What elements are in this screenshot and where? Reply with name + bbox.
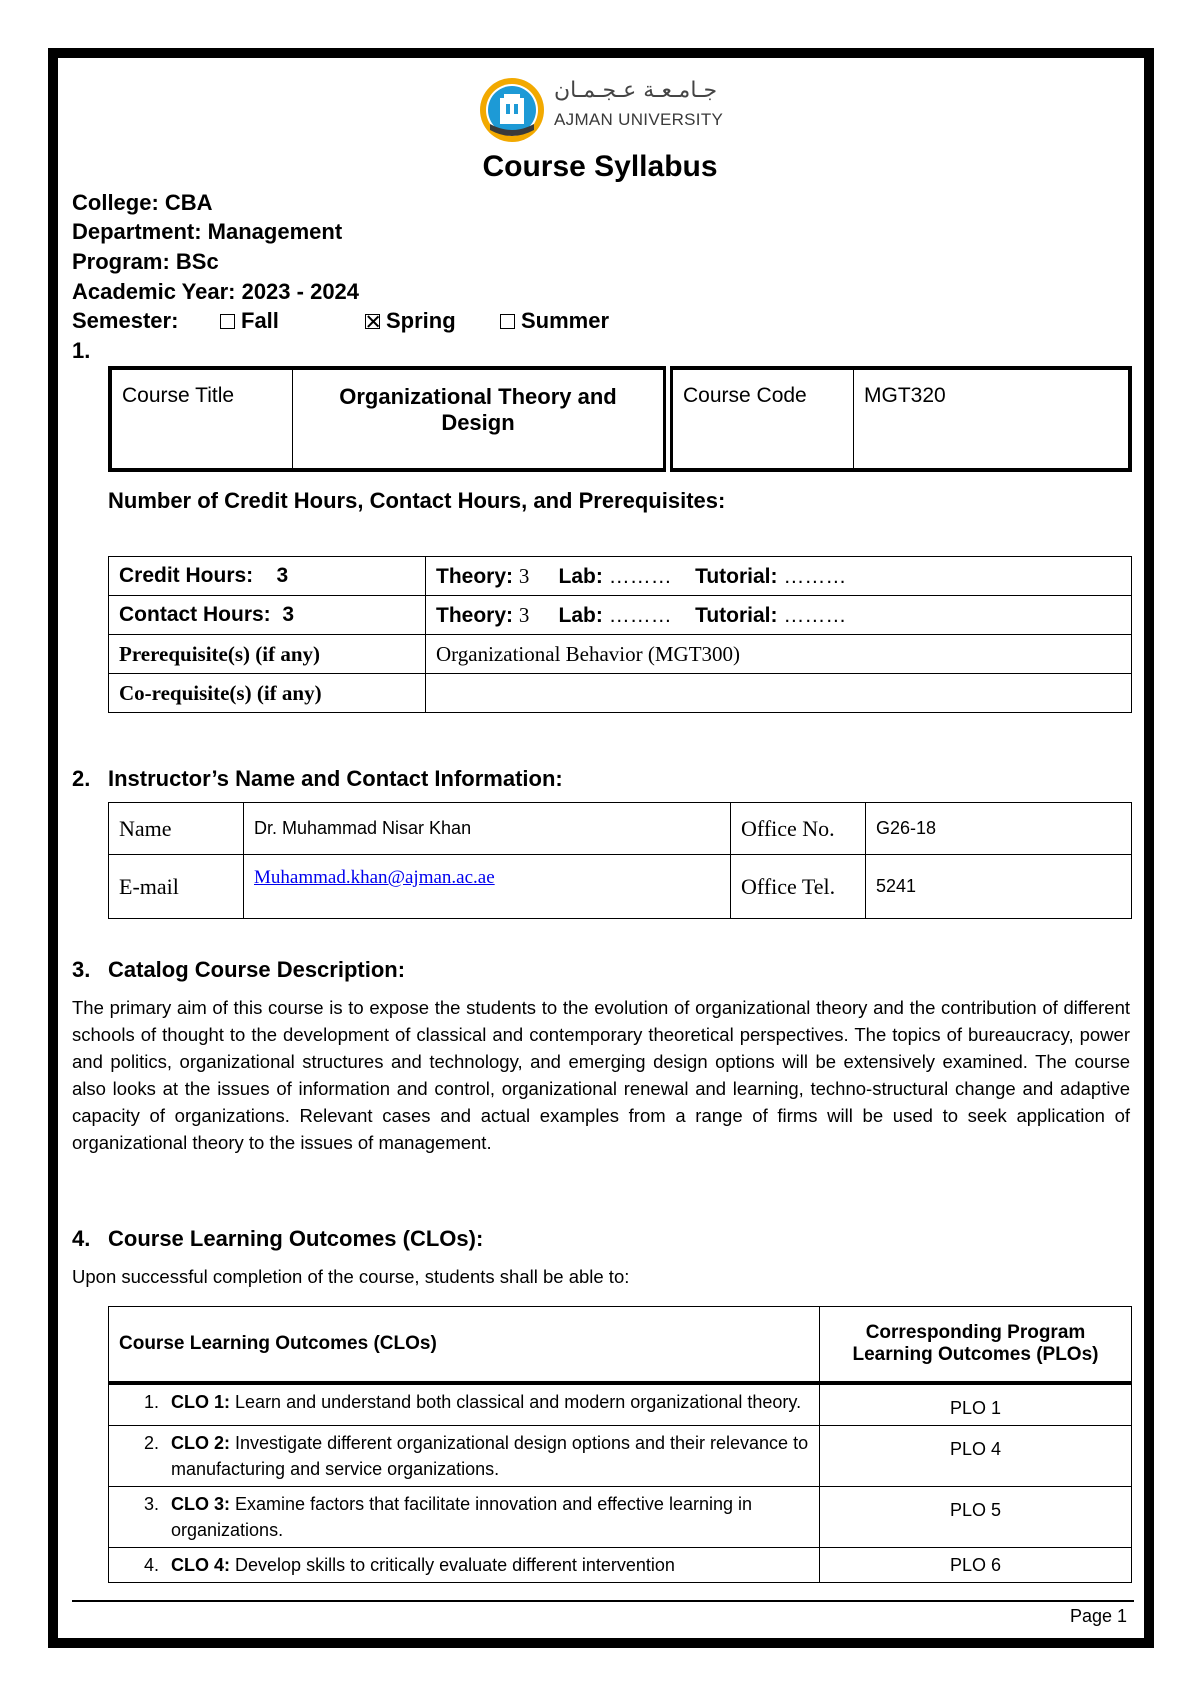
email-link[interactable]: Muhammad.khan@ajman.ac.ae <box>254 867 495 888</box>
corequisite-value <box>426 674 1132 713</box>
plo-value: PLO 4 <box>820 1426 1132 1487</box>
university-logo <box>478 74 732 146</box>
course-title-value: Organizational Theory and Design <box>293 368 669 470</box>
office-no-value: G26-18 <box>866 803 1132 855</box>
instructor-table <box>108 802 1132 919</box>
semester-option-fall[interactable]: Fall <box>220 308 279 334</box>
table-row: 4. CLO 4: Develop skills to critically evaluate different intervention PLO 6 <box>109 1548 1132 1583</box>
table-row <box>109 803 1132 855</box>
semester-option-spring[interactable]: Spring <box>365 308 456 334</box>
semester-option-summer[interactable]: Summer <box>500 308 609 334</box>
name-label: Name <box>109 803 244 855</box>
email-label: E-mail <box>109 855 244 919</box>
lab-value: ……… <box>608 603 672 627</box>
lab-label: Lab: <box>558 564 603 588</box>
tutorial-label: Tutorial: <box>695 603 778 627</box>
checkbox-icon[interactable] <box>500 314 515 329</box>
corequisite-label: Co-requisite(s) (if any) <box>109 674 426 713</box>
office-no-label: Office No. <box>731 803 866 855</box>
course-info-table <box>108 366 1132 472</box>
office-tel-label: Office Tel. <box>731 855 866 919</box>
credit-hours-label: Credit Hours: <box>119 564 254 587</box>
theory-value: 3 <box>518 602 530 627</box>
instructor-heading: Instructor’s Name and Contact Information: <box>108 766 563 791</box>
contact-hours-label: Contact Hours: <box>119 603 271 626</box>
table-row: 3. CLO 3: Examine factors that facilitate innovation and effective learning in organizations. PLO 5 <box>109 1487 1132 1548</box>
academic-year: Academic Year: 2023 - 2024 <box>72 279 360 304</box>
clo-intro: Upon successful completion of the course, students shall be able to: <box>72 1266 630 1287</box>
credit-hours-table <box>108 556 1132 713</box>
table-header-row <box>109 1307 1132 1384</box>
table-row <box>109 596 1132 635</box>
table-row <box>109 557 1132 596</box>
table-row: 2. CLO 2: Investigate different organizational design options and their relevance to manufacturing and service organizations. PLO 4 <box>109 1426 1132 1487</box>
tutorial-value: ……… <box>783 603 847 627</box>
theory-value: 3 <box>518 563 530 588</box>
lab-value: ……… <box>608 564 672 588</box>
plo-value: PLO 6 <box>820 1548 1132 1583</box>
table-row: 1. CLO 1: Learn and understand both classical and modern organizational theory. PLO 1 <box>109 1383 1132 1426</box>
tutorial-label: Tutorial: <box>695 564 778 588</box>
catalog-heading: Catalog Course Description: <box>108 957 406 982</box>
clo-column-header: Course Learning Outcomes (CLOs) <box>109 1307 820 1384</box>
credit-hours-heading: Number of Credit Hours, Contact Hours, and Prerequisites: <box>108 488 726 513</box>
prerequisite-label: Prerequisite(s) (if any) <box>109 635 426 674</box>
table-row <box>109 635 1132 674</box>
lab-label: Lab: <box>558 603 603 627</box>
checkbox-icon[interactable] <box>220 314 235 329</box>
page-number: Page 1 <box>1070 1606 1128 1626</box>
logo-arabic-text: جـامـعـة عـجـمـان <box>554 78 718 103</box>
office-tel-value: 5241 <box>866 855 1132 919</box>
course-code-value: MGT320 <box>854 368 1131 470</box>
clo-heading: Course Learning Outcomes (CLOs): <box>108 1226 484 1251</box>
checked-checkbox-icon[interactable] <box>365 314 380 329</box>
tutorial-value: ……… <box>783 564 847 588</box>
course-title-label: Course Title <box>110 368 293 470</box>
table-row <box>109 674 1132 713</box>
table-row <box>109 855 1132 919</box>
section-3-number: 3. <box>72 957 91 982</box>
section-1-number: 1. <box>72 338 91 363</box>
theory-label: Theory: <box>436 564 514 588</box>
name-value: Dr. Muhammad Nisar Khan <box>244 803 731 855</box>
course-code-label: Course Code <box>668 368 854 470</box>
prerequisite-value: Organizational Behavior (MGT300) <box>426 635 1132 674</box>
logo-english-text: AJMAN UNIVERSITY <box>554 110 724 129</box>
semester-label: Semester: <box>72 308 179 333</box>
clo-table <box>108 1306 1132 1583</box>
catalog-description: The primary aim of this course is to expose the students to the evolution of organizational theory and the contribution of different schools of thought to the development of classical and contemporary theoretical perspectives. The topics of bureaucracy, power and politics, organizational structures and technology, and emerging design options will be extensively examined. The course also looks at the issues of information and control, organizational renewal and learning, techno-structural change and adaptive capacity of organizations. Relevant cases and actual examples from a range of firms will be used to seek application of organizational theory to the issues of management. <box>72 997 1130 1153</box>
page-title: Course Syllabus <box>482 150 718 183</box>
plo-column-header: Corresponding Program Learning Outcomes (PLOs) <box>820 1307 1132 1384</box>
college: College: CBA <box>72 190 213 215</box>
contact-hours-value: 3 <box>282 603 295 626</box>
theory-label: Theory: <box>436 603 514 627</box>
department: Department: Management <box>72 219 343 244</box>
plo-value: PLO 5 <box>820 1487 1132 1548</box>
section-2-number: 2. <box>72 766 91 791</box>
credit-hours-value: 3 <box>276 564 289 587</box>
plo-value: PLO 1 <box>820 1383 1132 1426</box>
section-4-number: 4. <box>72 1226 91 1251</box>
program: Program: BSc <box>72 249 219 274</box>
footer-divider <box>72 1600 1134 1602</box>
